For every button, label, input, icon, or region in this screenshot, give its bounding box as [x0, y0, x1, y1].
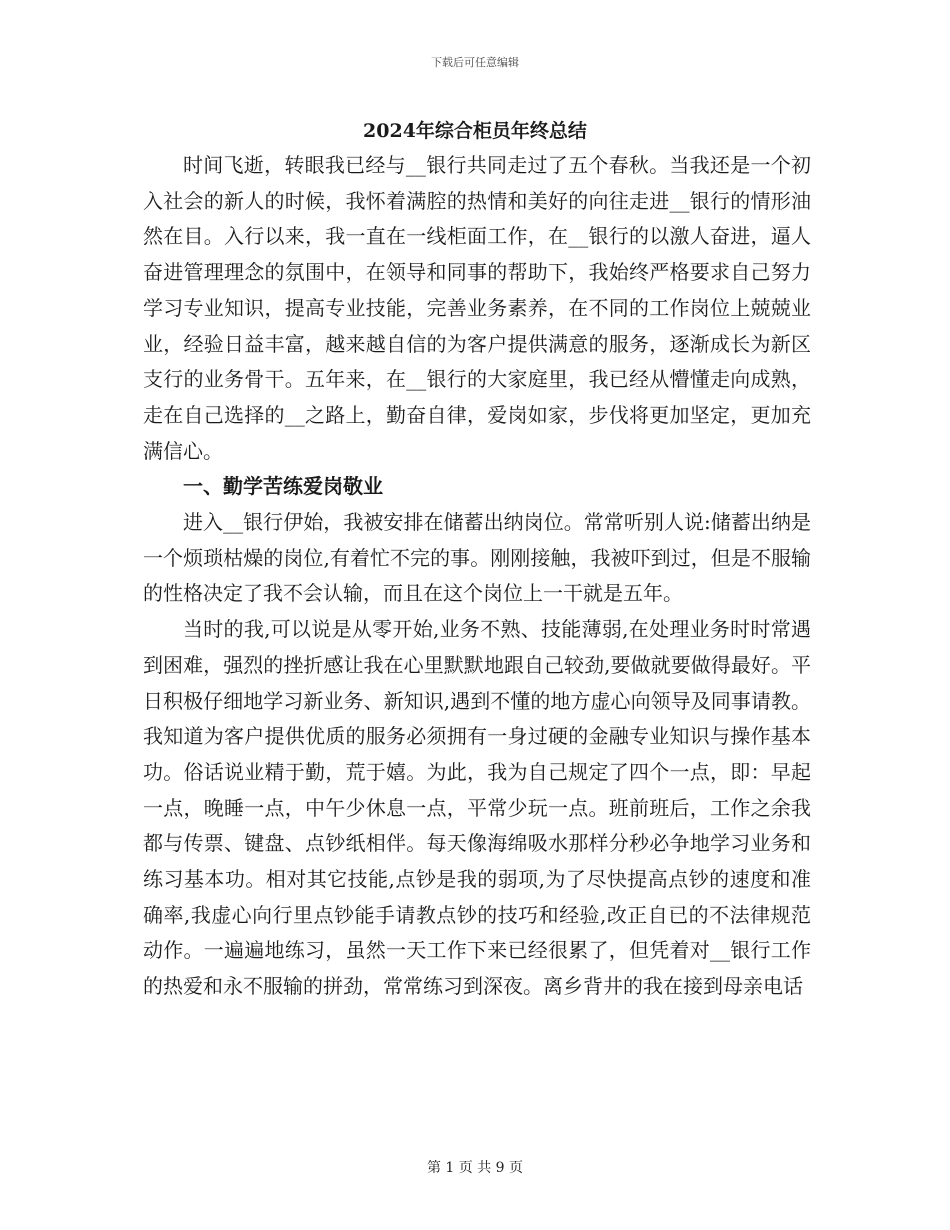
paragraph-1: 时间飞逝，转眼我已经与__银行共同走过了五个春秋。当我还是一个初入社会的新人的时候，我怀着满腔的热情和美好的向往走进__银行的情形油然在目。入行以来，我一直在一线柜面工作，在__银行的以激人奋进，逼人奋进管理理念的氛围中，在领导和同事的帮助下，我始终严格要求自己努力学习专业知识，提高专业技能，完善业务素养，在不同的工作岗位上兢兢业业，经验日益丰富，越来越自信的为客户提供满意的服务，逐渐成长为新区支行的业务骨干。五年来，在__银行的大家庭里，我已经从懵懂走向成熟，走在自己选择的__之路上，勤奋自律，爱岗如家，步伐将更加坚定，更加充满信心。 [143, 153, 811, 463]
paragraph-2: 进入__银行伊始，我被安排在储蓄出纳岗位。常常听别人说:储蓄出纳是一个烦琐枯燥的岗位,有着忙不完的事。刚刚接触，我被吓到过，但是不服输的性格决定了我不会认输，而且在这个岗位上一干就是五年。 [143, 510, 811, 606]
page-footer-number: 第 1 页 共 9 页 [426, 1160, 524, 1176]
document-title: 2024年综合柜员年终总结 [363, 120, 587, 142]
page-header-note: 下载后可任意编辑 [431, 56, 519, 69]
document-body [143, 148, 811, 1005]
paragraph-3: 当时的我,可以说是从零开始,业务不熟、技能薄弱,在处理业务时时常遇到困难，强烈的挫折感让我在心里默默地跟自己较劲,要做就要做得最好。平日积极仔细地学习新业务、新知识,遇到不懂的地方虚心向领导及同事请教。我知道为客户提供优质的服务必须拥有一身过硬的金融专业知识与操作基本功。俗话说业精于勤，荒于嬉。为此，我为自己规定了四个一点，即：早起一点，晚睡一点，中午少休息一点，平常少玩一点。班前班后，工作之余我都与传票、键盘、点钞纸相伴。每天像海绵吸水那样分秒必争地学习业务和练习基本功。相对其它技能,点钞是我的弱项,为了尽快提高点钞的速度和准确率,我虚心向行里点钞能手请教点钞的技巧和经验,改正自已的不法律规范动作。一遍遍地练习，虽然一天工作下来已经很累了，但凭着对__银行工作的热爱和永不服输的拼劲，常常练习到深夜。离乡背井的我在接到母亲电话 [143, 617, 811, 999]
section-1-heading: 一、勤学苦练爱岗敬业 [183, 474, 383, 499]
